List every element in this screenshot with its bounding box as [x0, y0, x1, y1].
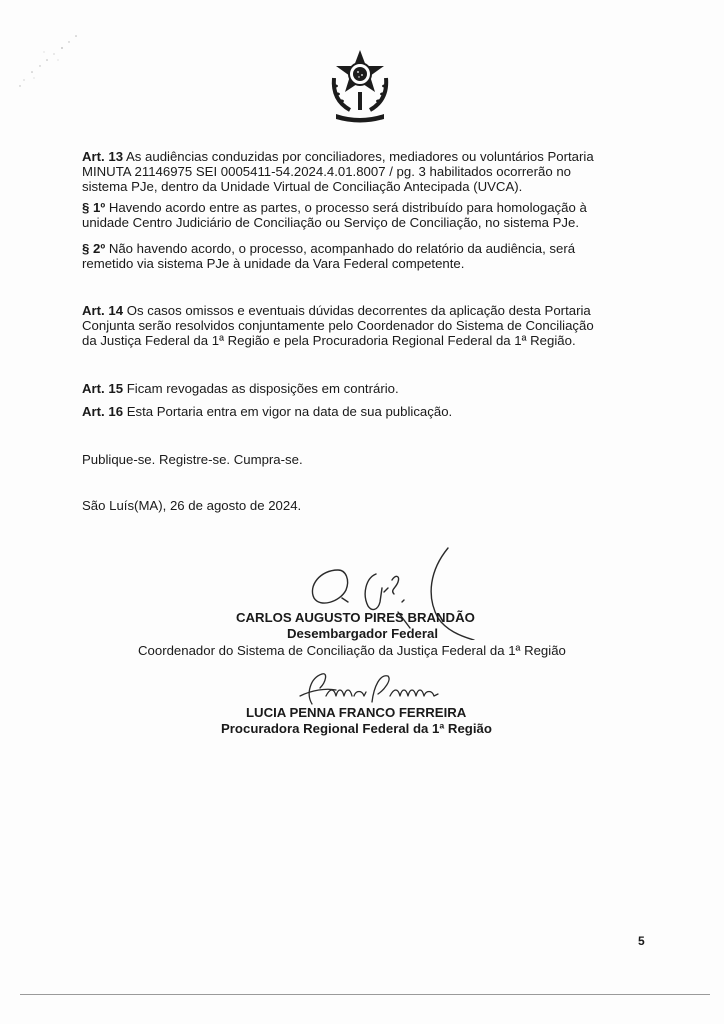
- art-15-label: Art. 15: [82, 381, 124, 396]
- handwritten-signature-2: [292, 666, 462, 710]
- art-16-label: Art. 16: [82, 404, 124, 419]
- art-13-paragraph: [82, 149, 642, 194]
- art-13-line-3: sistema PJe, dentro da Unidade Virtual de Conciliação Antecipada (UVCA).: [82, 179, 523, 194]
- page-number: 5: [638, 934, 645, 948]
- art-14-line-3: da Justiça Federal da 1ª Região e pela Procuradoria Regional Federal da 1ª Região.: [82, 333, 576, 348]
- paragraph-1-line-2: unidade Centro Judiciário de Conciliação ou Serviço de Conciliação, no sistema PJe.: [82, 215, 580, 230]
- scan-speckle: [14, 30, 94, 100]
- coat-of-arms-of-brazil-icon: [328, 48, 392, 124]
- paragraph-2-line-2: remetido via sistema PJe à unidade da Vara Federal competente.: [82, 256, 465, 271]
- art-14-line-2: Conjunta serão resolvidos conjuntamente pelo Coordenador do Sistema de Conciliação: [82, 318, 594, 333]
- signatory-1-name: CARLOS AUGUSTO PIRES BRANDÃO: [236, 610, 475, 625]
- paragraph-2-line-1: Não havendo acordo, o processo, acompanhado do relatório da audiência, será: [105, 241, 576, 256]
- paragraph-1-line-1: Havendo acordo entre as partes, o processo será distribuído para homologação à: [105, 200, 587, 215]
- paragraph-1-label: § 1º: [82, 200, 106, 215]
- paragraph-2-label: § 2º: [82, 241, 106, 256]
- signatory-2-role: Procuradora Regional Federal da 1ª Região: [221, 721, 492, 736]
- art-16-text: Esta Portaria entra em vigor na data de sua publicação.: [123, 404, 453, 419]
- art-15-text: Ficam revogadas as disposições em contrário.: [123, 381, 399, 396]
- art-14-paragraph: [82, 303, 642, 348]
- signatory-1-role: Coordenador do Sistema de Conciliação da Justiça Federal da 1ª Região: [138, 643, 566, 658]
- art-13-line-1: As audiências conduzidas por conciliadores, mediadores ou voluntários Portaria: [123, 149, 594, 164]
- signatory-2-name: LUCIA PENNA FRANCO FERREIRA: [246, 705, 467, 720]
- art-16-paragraph: [82, 404, 452, 419]
- publication-order: Publique-se. Registre-se. Cumpra-se.: [82, 452, 303, 467]
- handwritten-signature-1: [298, 540, 478, 640]
- art-13-label: Art. 13: [82, 149, 124, 164]
- bottom-edge-line: [20, 994, 710, 995]
- paragraph-2: [82, 241, 642, 271]
- signatory-1-title: Desembargador Federal: [287, 626, 438, 641]
- art-14-label: Art. 14: [82, 303, 124, 318]
- paragraph-1: [82, 200, 642, 230]
- art-14-line-1: Os casos omissos e eventuais dúvidas decorrentes da aplicação desta Portaria: [123, 303, 591, 318]
- art-15-paragraph: [82, 381, 399, 396]
- place-and-date: São Luís(MA), 26 de agosto de 2024.: [82, 498, 302, 513]
- art-13-line-2: MINUTA 21146975 SEI 0005411-54.2024.4.01.8007 / pg. 3 habilitados ocorrerão no: [82, 164, 572, 179]
